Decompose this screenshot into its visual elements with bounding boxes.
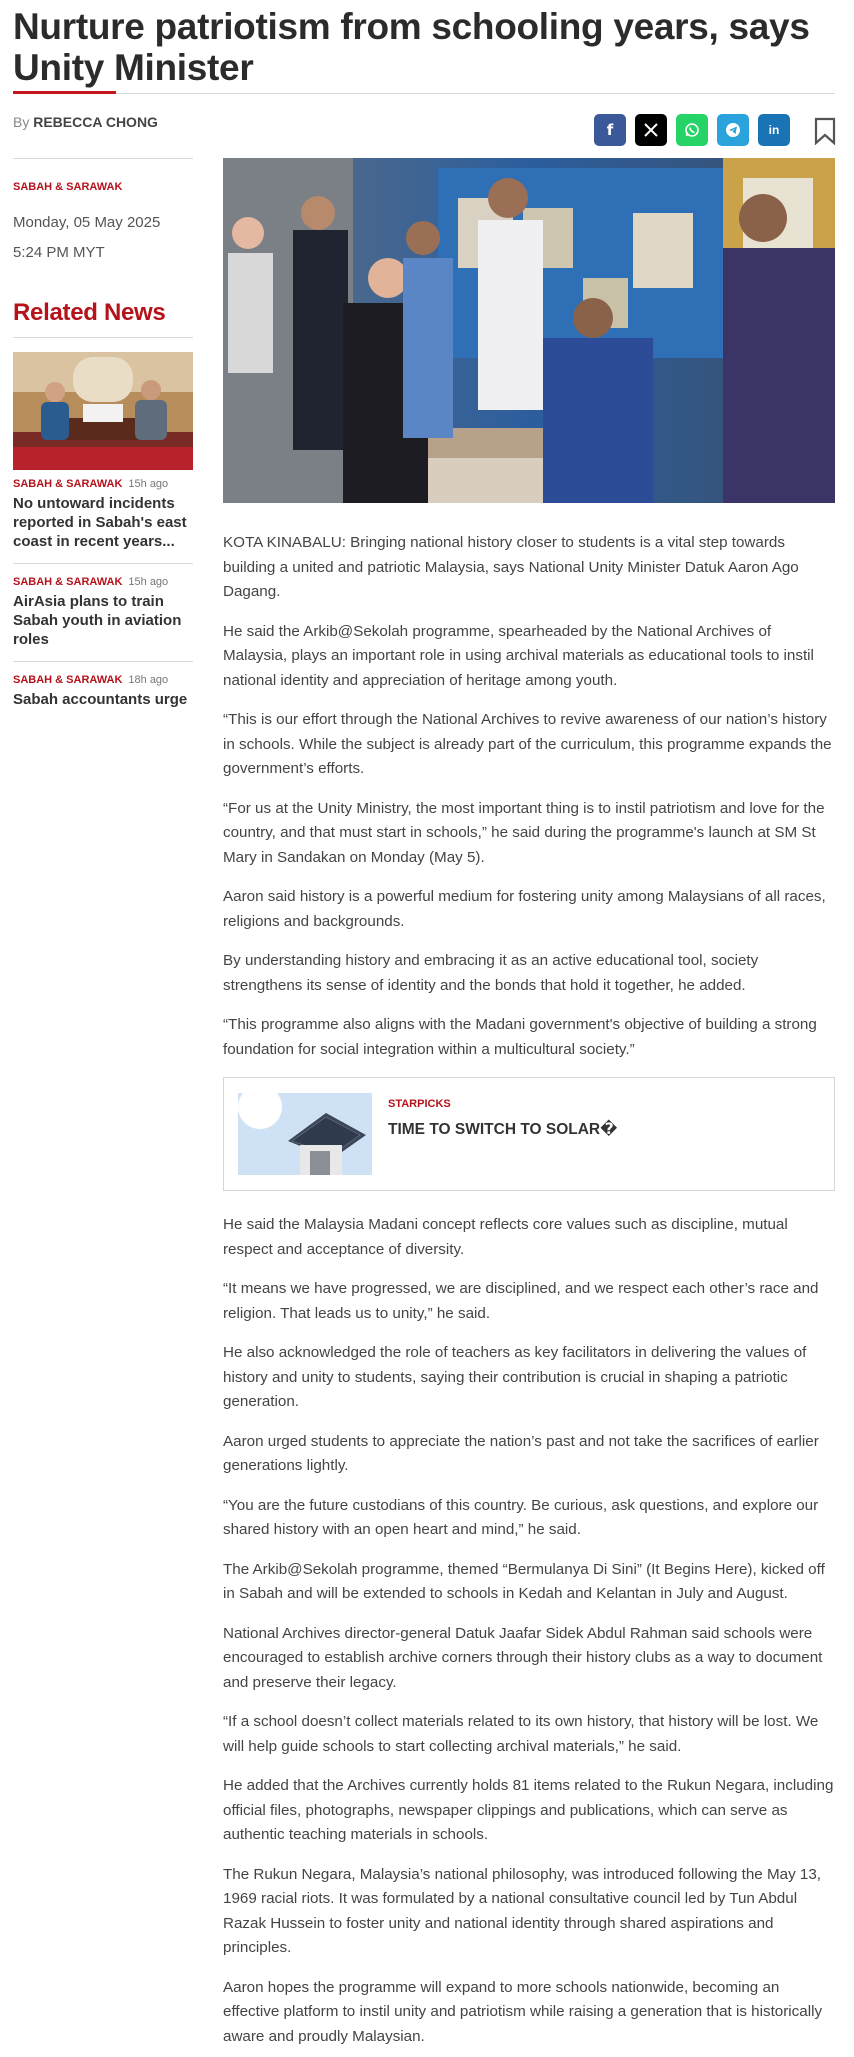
article-paragraph: “You are the future custodians of this country. Be curious, ask questions, and explore our shared history with an open heart and mind,” he said. xyxy=(223,1496,819,1538)
article-paragraph: “This programme also aligns with the Madani government's objective of building a strong foundation for social integration within a multicultural society.” xyxy=(223,1016,817,1058)
related-news-headline[interactable]: No untoward incidents reported in Sabah's east coast in recent years... xyxy=(13,495,187,550)
starpicks-promo-card[interactable] xyxy=(223,1077,835,1191)
article-paragraph: KOTA KINABALU: Bringing national history closer to students is a vital step towards building a united and patriotic Malaysia, says National Unity Minister Datuk Aaron Ago Dagang. xyxy=(223,534,799,600)
hero-photo xyxy=(223,158,835,503)
article-paragraph: Aaron said history is a powerful medium for fostering unity among Malaysians of all races, religions and backgrounds. xyxy=(223,888,826,930)
related-news-item[interactable] xyxy=(13,564,193,662)
sidebar xyxy=(13,158,193,721)
article-paragraph: He said the Malaysia Madani concept reflects core values such as discipline, mutual respect and acceptance of diversity. xyxy=(223,1216,788,1258)
telegram-share-button[interactable] xyxy=(717,114,749,146)
related-news-item[interactable] xyxy=(13,662,193,721)
related-news-time: 18h ago xyxy=(128,674,169,686)
x-share-button[interactable] xyxy=(635,114,667,146)
facebook-share-button[interactable] xyxy=(594,114,626,146)
article-paragraph: The Arkib@Sekolah programme, themed “Bermulanya Di Sini” (It Begins Here), kicked off in Sabah and will be extended to schools in Kedah and Kelantan in July and August. xyxy=(223,1560,825,1602)
article-paragraph: The Rukun Negara, Malaysia’s national philosophy, was introduced following the May 13, 1969 racial riots. It was formulated by a national consultative council led by Tun Abdul Razak Hussein to foster unity and national identity through shared aspirations and principles. xyxy=(223,1865,821,1956)
related-news-meta xyxy=(13,576,193,588)
article-paragraph: He added that the Archives currently holds 81 items related to the Rukun Negara, including official files, photographs, newspaper clippings and publications, which can serve as authentic teaching materials in schools. xyxy=(223,1777,834,1843)
related-news-category[interactable]: SABAH & SARAWAK xyxy=(13,576,123,588)
related-news-category[interactable]: SABAH & SARAWAK xyxy=(13,478,123,490)
related-news-thumbnail[interactable] xyxy=(13,352,193,470)
article-paragraph: National Archives director-general Datuk Jaafar Sidek Abdul Rahman said schools were encouraged to establish archive corners through their history clubs as a way to document and preserve their legacy. xyxy=(223,1624,823,1691)
byline xyxy=(13,114,158,130)
article-paragraph: He said the Arkib@Sekolah programme, spearheaded by the National Archives of Malaysia, plays an important role in using archival materials as educational tools to instil national identity and appreciation of heritage among youth. xyxy=(223,622,814,689)
related-news-meta xyxy=(13,674,193,686)
meeting-photo xyxy=(13,352,193,470)
sidebar-divider xyxy=(13,158,193,159)
facebook-icon: f xyxy=(606,121,614,139)
article-paragraph: “This is our effort through the National Archives to revive awareness of our nation’s history in schools. While the subject is already part of the curriculum, this programme expands the government’s efforts. xyxy=(223,711,832,777)
article-category-link[interactable]: SABAH & SARAWAK xyxy=(13,181,123,193)
whatsapp-share-button[interactable] xyxy=(676,114,708,146)
related-news-time: 15h ago xyxy=(128,576,169,588)
article-body xyxy=(223,531,835,2057)
publish-time: 5:24 PM MYT xyxy=(13,244,105,261)
related-news-time: 15h ago xyxy=(128,478,169,490)
related-news-item[interactable] xyxy=(13,470,193,564)
share-bar xyxy=(594,114,790,146)
article-paragraph: Aaron hopes the programme will expand to more schools nationwide, becoming an effective platform to instil unity and patriotism while raising a generation that is historically aware and proudly Malaysian. xyxy=(223,1978,823,2045)
promo-thumbnail xyxy=(238,1093,372,1175)
article-paragraph: By understanding history and embracing it as an active educational tool, society strengthens its sense of identity and the bonds that hold it together, he added. xyxy=(223,952,759,994)
author-link[interactable]: REBECCA CHONG xyxy=(33,114,158,130)
publish-date: Monday, 05 May 2025 xyxy=(13,214,161,231)
article-paragraph: “It means we have progressed, we are disciplined, and we respect each other’s race and religion. That leads us to unity,” he said. xyxy=(223,1280,819,1322)
bookmark-icon[interactable] xyxy=(814,117,836,145)
article-paragraph: “If a school doesn’t collect materials related to its own history, that history will be lost. We will help guide schools to start collecting archival materials,” he said. xyxy=(223,1713,819,1755)
promo-title[interactable]: TIME TO SWITCH TO SOLAR� xyxy=(388,1121,618,1138)
headline-divider-accent xyxy=(13,91,116,94)
promo-label: STARPICKS xyxy=(388,1098,451,1110)
article-header xyxy=(13,6,835,88)
article-headline: Nurture patriotism from schooling years, says Unity Minister xyxy=(13,6,810,88)
article-paragraph: He also acknowledged the role of teachers as key facilitators in delivering the values of history and unity to students, saying their contribution is crucial in shaping a patriotic generation. xyxy=(223,1344,807,1410)
related-news-divider xyxy=(13,337,193,338)
article-paragraph: Aaron urged students to appreciate the nation’s past and not take the sacrifices of earlier generations lightly. xyxy=(223,1432,819,1474)
whatsapp-icon xyxy=(684,122,700,138)
headline-divider xyxy=(13,93,835,94)
article-paragraph: “For us at the Unity Ministry, the most important thing is to instil patriotism and love for the country, and that must start in schools,” he said during the programme's launch at SM St Mary in Sandakan on Monday (May 5). xyxy=(223,799,825,866)
related-news-headline[interactable]: AirAsia plans to train Sabah youth in aviation roles xyxy=(13,593,182,648)
related-news-category[interactable]: SABAH & SARAWAK xyxy=(13,674,123,686)
x-icon xyxy=(643,122,659,138)
telegram-icon xyxy=(725,122,741,138)
linkedin-icon: in xyxy=(768,123,780,137)
related-news-title: Related News xyxy=(13,299,166,326)
related-news-meta xyxy=(13,478,193,490)
linkedin-share-button[interactable] xyxy=(758,114,790,146)
byline-prefix: By xyxy=(13,114,30,130)
article-hero-image xyxy=(223,158,835,503)
solar-house-image xyxy=(238,1093,372,1175)
related-news-headline[interactable]: Sabah accountants urge xyxy=(13,691,188,708)
